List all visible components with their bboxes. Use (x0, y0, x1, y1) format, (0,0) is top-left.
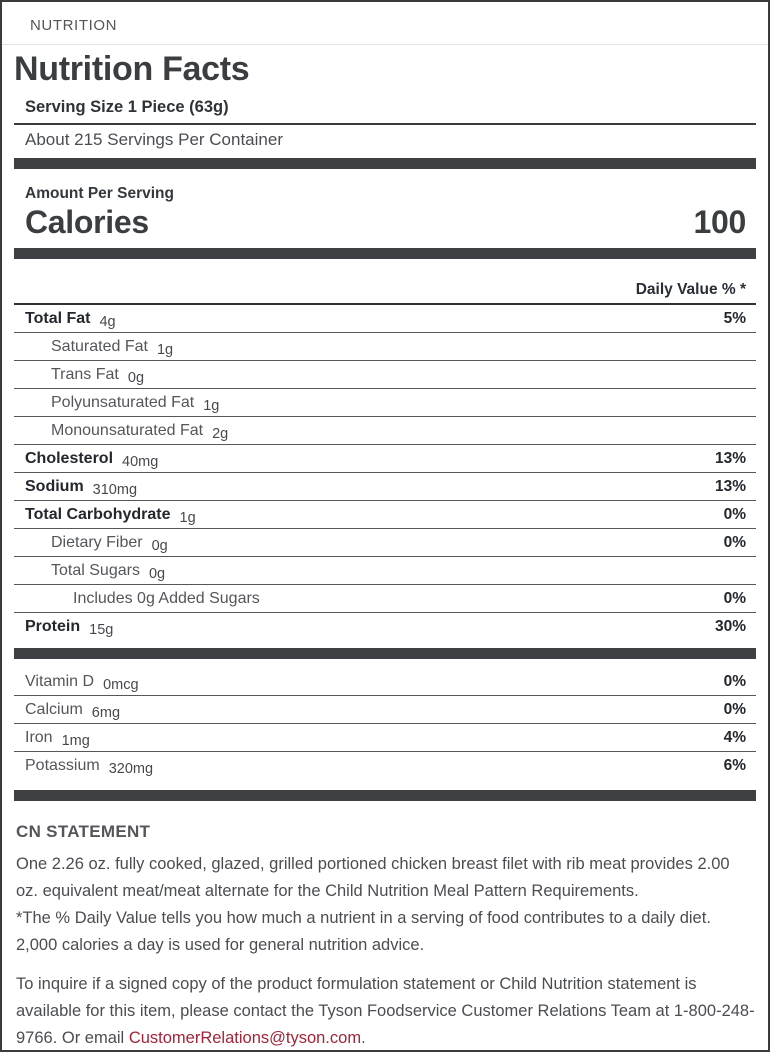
nutrient-name: Sodium (25, 477, 84, 495)
vitamin-amount: 0mcg (103, 676, 139, 693)
vitamin-row-vitamin-d (14, 668, 756, 696)
nutrient-amount: 2g (212, 425, 229, 442)
inquiry-prefix: To inquire if a signed copy of the product formulation statement or Child Nutrition statement is available for this item, please contact the Tyson Foodservice Customer Relations Team at 1-800-248-9766. Or email (16, 975, 755, 1047)
nutrient-amount: 0g (127, 369, 145, 386)
nutrient-amount: 310mg (92, 481, 138, 498)
nutrient-amount: 15g (89, 622, 114, 638)
nutrient-amount: 0g (148, 565, 166, 582)
nutrient-amount: 4g (99, 313, 116, 330)
calories-row (14, 203, 756, 248)
nutrient-name: Protein (25, 618, 81, 635)
vitamin-name: Calcium (25, 700, 83, 718)
nutrient-daily-value: 0% (723, 505, 746, 523)
nutrient-name: Trans Fat (51, 365, 119, 383)
nutrient-row-total-fat (14, 305, 756, 333)
vitamin-name: Iron (25, 728, 53, 746)
nutrient-table (14, 305, 756, 641)
vitamin-row-iron (14, 724, 756, 752)
nutrient-daily-value: 13% (714, 449, 746, 467)
section-eyebrow: NUTRITION (2, 2, 768, 45)
nutrient-daily-value: 0% (723, 533, 746, 551)
vitamin-row-potassium (14, 752, 756, 780)
nutrient-row-sodium (14, 473, 756, 501)
thick-divider-bar (14, 648, 756, 659)
nutrient-name: Dietary Fiber (51, 533, 143, 551)
nutrient-amount: 40mg (122, 453, 159, 470)
thick-divider-bar (14, 158, 756, 169)
inquiry-text (16, 971, 756, 1052)
nutrient-row-saturated-fat (14, 333, 756, 361)
nutrient-row-total-carbohydrate (14, 501, 756, 529)
nutrient-name: Total Sugars (51, 561, 140, 579)
inquiry-suffix: . (361, 1029, 366, 1047)
customer-relations-email-link[interactable]: CustomerRelations@tyson.com (128, 1029, 362, 1047)
nutrient-row-trans-fat (14, 361, 756, 389)
nutrient-row-polyunsaturated-fat (14, 389, 756, 417)
nutrient-name: Saturated Fat (51, 337, 148, 355)
cn-statement-heading: CN STATEMENT (16, 822, 151, 841)
nutrient-name: Total Fat (25, 309, 91, 327)
servings-per-container: About 215 Servings Per Container (25, 130, 283, 149)
nutrient-row-protein (14, 613, 756, 641)
vitamin-amount: 6mg (91, 704, 121, 721)
nutrient-name: Polyunsaturated Fat (51, 393, 195, 411)
daily-value-header: Daily Value % * (14, 259, 756, 305)
nutrient-row-total-sugars (14, 557, 756, 585)
vitamin-row-calcium (14, 696, 756, 724)
vitamin-name: Vitamin D (25, 672, 95, 690)
nutrient-amount: 1g (203, 397, 220, 414)
vitamin-daily-value: 0% (723, 672, 746, 690)
vitamin-table (14, 668, 756, 780)
nutrient-daily-value: 13% (714, 477, 746, 495)
nutrient-amount: 0g (151, 537, 168, 554)
calories-label: Calories (25, 204, 149, 240)
vitamin-daily-value: 6% (723, 757, 746, 774)
serving-size: Serving Size 1 Piece (63g) (14, 91, 756, 125)
nutrient-daily-value: 30% (714, 618, 746, 635)
nutrient-daily-value: 0% (723, 589, 746, 607)
cn-statement-text: One 2.26 oz. fully cooked, glazed, grilled portioned chicken breast filet with rib meat provides 2.00 oz. equivalent meat/meat alternate for the Child Nutrition Meal Pattern Requirements. (16, 855, 730, 900)
vitamin-amount: 1mg (61, 732, 90, 749)
nutrient-daily-value: 5% (723, 309, 746, 327)
nutrient-name: Monounsaturated Fat (51, 421, 204, 439)
nutrient-name: Total Carbohydrate (25, 505, 171, 523)
nutrient-row-monounsaturated-fat (14, 417, 756, 445)
nutrient-amount: 1g (156, 341, 174, 358)
thick-divider-bar (14, 790, 756, 801)
vitamin-daily-value: 4% (723, 728, 746, 746)
vitamin-name: Potassium (25, 757, 100, 774)
thick-divider-bar (14, 248, 756, 259)
calories-value: 100 (693, 204, 746, 240)
vitamin-amount: 320mg (108, 761, 154, 777)
vitamin-daily-value: 0% (723, 700, 746, 718)
daily-value-footnote: *The % Daily Value tells you how much a nutrient in a serving of food contributes to a daily diet. 2,000 calories a day is used for general nutrition advice. (16, 909, 711, 954)
amount-per-serving-label: Amount Per Serving (25, 185, 174, 202)
nutrient-name: Cholesterol (25, 449, 114, 467)
nutrient-name: Includes 0g Added Sugars (73, 589, 260, 607)
page-title: Nutrition Facts (14, 50, 250, 88)
nutrient-amount: 1g (179, 509, 196, 526)
nutrient-row-cholesterol (14, 445, 756, 473)
nutrient-row-dietary-fiber (14, 529, 756, 557)
nutrient-row-added-sugars (14, 585, 756, 613)
